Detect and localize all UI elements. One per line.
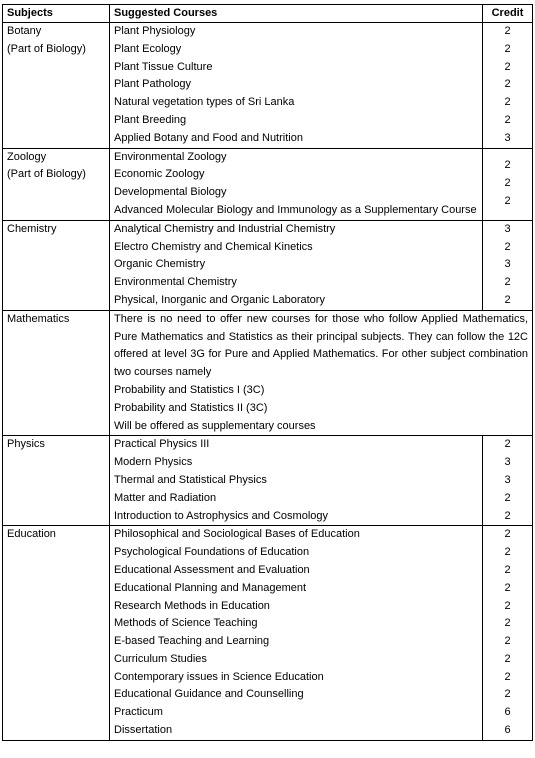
subject-name: Botany (7, 25, 42, 37)
courses-cell (110, 220, 483, 310)
subject-name: Chemistry (7, 222, 57, 235)
courses-cell (110, 310, 533, 436)
credit-value: 2 (504, 617, 511, 630)
credit-value: 2 (504, 42, 511, 55)
credit-value: 2 (504, 177, 511, 190)
credit-value: 2 (504, 546, 511, 559)
table-row-botany (3, 23, 533, 149)
credit-value: 2 (504, 688, 511, 701)
course-item: Environmental Zoology (114, 150, 227, 163)
credit-value: 2 (504, 509, 511, 522)
table-row-education (3, 526, 533, 741)
course-item: Educational Assessment and Evaluation (114, 563, 310, 576)
course-item: Introduction to Astrophysics and Cosmology (114, 509, 329, 522)
course-item: Plant Tissue Culture (114, 60, 213, 73)
credit-value: 2 (504, 563, 511, 576)
table-row-mathematics (3, 310, 533, 436)
credit-value: 3 (504, 456, 511, 469)
subject-cell (3, 436, 110, 526)
subjects-header: Subjects (3, 5, 110, 23)
table-row-zoology (3, 148, 533, 220)
credit-value: 3 (504, 222, 511, 235)
course-item: Developmental Biology (114, 186, 227, 199)
credit-value: 2 (504, 60, 511, 73)
credit-value: 2 (504, 78, 511, 91)
subject-name: Mathematics (7, 312, 70, 325)
credit-value: 2 (504, 652, 511, 665)
course-item: Modern Physics (114, 456, 193, 469)
credit-value: 2 (504, 240, 511, 253)
credit-value: 2 (504, 25, 511, 37)
credit-value: 3 (504, 131, 511, 144)
subject-cell (3, 310, 110, 436)
course-item: Research Methods in Education (114, 599, 270, 612)
course-item: Will be offered as supplementary courses (114, 419, 316, 432)
course-item: Practicum (114, 706, 163, 719)
courses-table (2, 4, 533, 741)
credit-value: 6 (504, 706, 511, 719)
subject-name: Physics (7, 438, 45, 451)
credit-value: 2 (504, 581, 511, 594)
credits-cell (483, 436, 533, 526)
credit-value: 2 (504, 491, 511, 504)
credits-cell (483, 526, 533, 741)
course-item: Educational Guidance and Counselling (114, 688, 304, 701)
table-row-physics (3, 436, 533, 526)
mathematics-paragraph: There is no need to offer new courses for those who follow Applied Mathematics, Pure Mathematics and Statistics as their principal subjects. They can follow the 12C offered at level 3G for Pure and Applied Mathematics. For other subject combination two courses namely (114, 312, 528, 379)
credit-value: 2 (504, 195, 511, 208)
course-item: Educational Planning and Management (114, 581, 307, 594)
credit-value: 2 (504, 599, 511, 612)
course-item: Environmental Chemistry (114, 276, 237, 289)
course-item: Dissertation (114, 724, 173, 737)
credit-value: 2 (504, 113, 511, 126)
credit-value: 2 (504, 438, 511, 451)
course-item: Electro Chemistry and Chemical Kinetics (114, 240, 313, 253)
course-item: Curriculum Studies (114, 652, 207, 665)
course-item: Plant Physiology (114, 25, 196, 37)
subject-name: Education (7, 528, 56, 541)
courses-header: Suggested Courses (110, 5, 483, 23)
credits-cell (483, 148, 533, 220)
course-item: Plant Ecology (114, 42, 182, 55)
courses-cell (110, 526, 483, 741)
subject-cell (3, 23, 110, 149)
course-item: Probability and Statistics II (3C) (114, 401, 268, 414)
credit-value: 2 (504, 635, 511, 648)
credits-cell (483, 220, 533, 310)
course-item: Psychological Foundations of Education (114, 546, 310, 559)
course-item-wrapped: Advanced Molecular Biology and Immunology as a Supplementary Course (114, 203, 477, 216)
subject-note: (Part of Biology) (7, 42, 86, 55)
course-item: Plant Breeding (114, 113, 187, 126)
credit-value: 2 (504, 276, 511, 289)
credit-value: 3 (504, 258, 511, 271)
course-item: Applied Botany and Food and Nutrition (114, 131, 303, 144)
courses-cell (110, 148, 483, 220)
credit-header: Credit (483, 5, 533, 23)
credits-cell (483, 23, 533, 149)
credit-value: 2 (504, 670, 511, 683)
course-item: E-based Teaching and Learning (114, 635, 270, 648)
credit-value: 3 (504, 473, 511, 486)
course-item: Physical, Inorganic and Organic Laboratory (114, 293, 325, 306)
course-item: Practical Physics III (114, 438, 210, 451)
header-row (3, 5, 533, 23)
course-item: Economic Zoology (114, 168, 205, 181)
course-item: Thermal and Statistical Physics (114, 473, 267, 486)
subject-cell (3, 148, 110, 220)
course-item: Contemporary issues in Science Education (114, 670, 324, 683)
course-item: Analytical Chemistry and Industrial Chemistry (114, 222, 336, 235)
course-item: Organic Chemistry (114, 258, 206, 271)
credit-value: 2 (504, 528, 511, 541)
course-item: Natural vegetation types of Sri Lanka (114, 96, 295, 109)
subject-name: Zoology (7, 150, 47, 163)
subject-cell (3, 526, 110, 741)
credit-value: 2 (504, 293, 511, 306)
courses-cell (110, 436, 483, 526)
course-item: Philosophical and Sociological Bases of Education (114, 528, 360, 541)
credit-value: 2 (504, 96, 511, 109)
course-item: Matter and Radiation (114, 491, 217, 504)
subject-note: (Part of Biology) (7, 168, 86, 181)
courses-cell (110, 23, 483, 149)
subject-cell (3, 220, 110, 310)
course-item: Probability and Statistics I (3C) (114, 383, 265, 396)
course-item: Plant Pathology (114, 78, 192, 91)
credit-value: 2 (504, 159, 511, 172)
credit-value: 6 (504, 724, 511, 737)
course-item: Methods of Science Teaching (114, 617, 258, 630)
table-row-chemistry (3, 220, 533, 310)
